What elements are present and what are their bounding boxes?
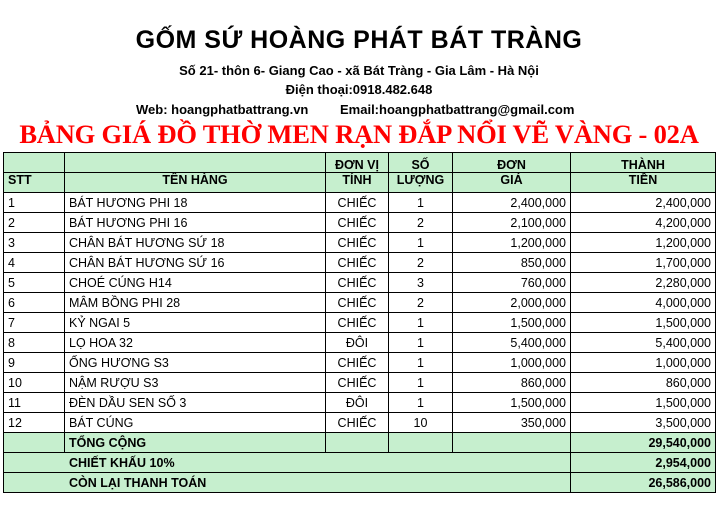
- cell-quantity: 1: [389, 313, 453, 333]
- cell-line-total: 1,000,000: [571, 353, 716, 373]
- summary-cell: [4, 433, 65, 453]
- summary-remaining-label: CÒN LẠI THANH TOÁN: [4, 473, 571, 493]
- cell-stt: 10: [4, 373, 65, 393]
- summary-remaining-row: [4, 473, 716, 493]
- cell-stt: 4: [4, 253, 65, 273]
- cell-unit: CHIẾC: [326, 193, 389, 213]
- cell-product-name: CHÂN BÁT HƯƠNG SỨ 16: [65, 253, 326, 273]
- price-list-title: BẢNG GIÁ ĐỒ THỜ MEN RẠN ĐẮP NỔI VẼ VÀNG - 02A: [19, 119, 699, 149]
- table-row: [4, 253, 716, 273]
- cell-product-name: LỌ HOA 32: [65, 333, 326, 353]
- cell-stt: 5: [4, 273, 65, 293]
- summary-total-label: TỔNG CỘNG: [65, 433, 326, 453]
- cell-stt: 12: [4, 413, 65, 433]
- column-header-stt: STT: [4, 173, 65, 193]
- cell-unit-price: 2,400,000: [453, 193, 571, 213]
- cell-quantity: 2: [389, 293, 453, 313]
- cell-unit-price: 1,500,000: [453, 313, 571, 333]
- summary-cell: [453, 433, 571, 453]
- column-header-price-line2: GIÁ: [453, 173, 571, 193]
- cell-unit-price: 5,400,000: [453, 333, 571, 353]
- cell-quantity: 2: [389, 253, 453, 273]
- summary-discount-value: 2,954,000: [571, 453, 716, 473]
- table-summary: [4, 433, 716, 493]
- table-row: [4, 353, 716, 373]
- column-header-unit: ĐƠN VỊ: [326, 153, 389, 173]
- table-row: [4, 273, 716, 293]
- cell-line-total: 1,200,000: [571, 233, 716, 253]
- cell-line-total: 2,400,000: [571, 193, 716, 213]
- company-email: Email:hoangphatbattrang@gmail.com: [340, 102, 575, 117]
- cell-quantity: 2: [389, 213, 453, 233]
- cell-unit-price: 2,100,000: [453, 213, 571, 233]
- cell-stt: 6: [4, 293, 65, 313]
- cell-unit: CHIẾC: [326, 413, 389, 433]
- company-phone: Điện thoại:0918.482.648: [285, 82, 433, 97]
- table-row: [4, 313, 716, 333]
- cell-product-name: BÁT HƯƠNG PHI 16: [65, 213, 326, 233]
- cell-line-total: 2,280,000: [571, 273, 716, 293]
- cell-stt: 11: [4, 393, 65, 413]
- cell-unit-price: 1,500,000: [453, 393, 571, 413]
- cell-line-total: 860,000: [571, 373, 716, 393]
- table-row: [4, 293, 716, 313]
- price-table: [3, 152, 716, 493]
- column-header-total: THÀNH: [571, 153, 716, 173]
- summary-cell: [326, 433, 389, 453]
- cell-unit-price: 860,000: [453, 373, 571, 393]
- cell-quantity: 1: [389, 193, 453, 213]
- cell-unit-price: 350,000: [453, 413, 571, 433]
- table-body: [4, 193, 716, 433]
- summary-total-value: 29,540,000: [571, 433, 716, 453]
- cell-unit-price: 760,000: [453, 273, 571, 293]
- column-header-qty-line2: LƯỢNG: [389, 173, 453, 193]
- table-row: [4, 233, 716, 253]
- cell-unit-price: 2,000,000: [453, 293, 571, 313]
- cell-quantity: 1: [389, 393, 453, 413]
- cell-quantity: 1: [389, 333, 453, 353]
- column-header-name-top: [65, 153, 326, 173]
- column-header-total-line2: TIỀN: [571, 173, 716, 193]
- cell-unit: ĐÔI: [326, 333, 389, 353]
- company-website: Web: hoangphatbattrang.vn: [136, 102, 309, 117]
- column-header-price: ĐƠN: [453, 153, 571, 173]
- cell-unit: CHIẾC: [326, 253, 389, 273]
- cell-quantity: 1: [389, 353, 453, 373]
- cell-stt: 3: [4, 233, 65, 253]
- cell-product-name: KỶ NGAI 5: [65, 313, 326, 333]
- cell-product-name: ĐÈN DẦU SEN SỐ 3: [65, 393, 326, 413]
- column-header-unit-line2: TÍNH: [326, 173, 389, 193]
- column-header-qty: SỐ: [389, 153, 453, 173]
- cell-unit: CHIẾC: [326, 293, 389, 313]
- column-header-name: TÊN HÀNG: [65, 173, 326, 193]
- summary-cell: [389, 433, 453, 453]
- cell-stt: 7: [4, 313, 65, 333]
- cell-quantity: 1: [389, 233, 453, 253]
- table-header-row-2: [4, 173, 716, 193]
- table-row: [4, 333, 716, 353]
- company-address: Số 21- thôn 6- Giang Cao - xã Bát Tràng - Gia Lâm - Hà Nội: [179, 63, 539, 78]
- cell-product-name: ỐNG HƯƠNG S3: [65, 353, 326, 373]
- cell-unit-price: 1,000,000: [453, 353, 571, 373]
- table-row: [4, 393, 716, 413]
- cell-line-total: 1,500,000: [571, 313, 716, 333]
- cell-quantity: 10: [389, 413, 453, 433]
- cell-line-total: 4,000,000: [571, 293, 716, 313]
- table-row: [4, 373, 716, 393]
- cell-quantity: 3: [389, 273, 453, 293]
- cell-unit: ĐÔI: [326, 393, 389, 413]
- cell-line-total: 4,200,000: [571, 213, 716, 233]
- cell-line-total: 1,700,000: [571, 253, 716, 273]
- cell-unit: CHIẾC: [326, 313, 389, 333]
- cell-product-name: BÁT CÚNG: [65, 413, 326, 433]
- cell-line-total: 3,500,000: [571, 413, 716, 433]
- summary-remaining-value: 26,586,000: [571, 473, 716, 493]
- cell-unit-price: 850,000: [453, 253, 571, 273]
- cell-line-total: 5,400,000: [571, 333, 716, 353]
- table-row: [4, 213, 716, 233]
- cell-quantity: 1: [389, 373, 453, 393]
- table-row: [4, 193, 716, 213]
- column-header-stt-top: [4, 153, 65, 173]
- cell-product-name: MÂM BỒNG PHI 28: [65, 293, 326, 313]
- cell-unit: CHIẾC: [326, 233, 389, 253]
- cell-unit: CHIẾC: [326, 353, 389, 373]
- cell-unit: CHIẾC: [326, 213, 389, 233]
- cell-product-name: CHÂN BÁT HƯƠNG SỨ 18: [65, 233, 326, 253]
- cell-stt: 9: [4, 353, 65, 373]
- table-row: [4, 413, 716, 433]
- cell-line-total: 1,500,000: [571, 393, 716, 413]
- cell-unit-price: 1,200,000: [453, 233, 571, 253]
- table-header-row-1: [4, 153, 716, 173]
- cell-unit: CHIẾC: [326, 273, 389, 293]
- cell-stt: 2: [4, 213, 65, 233]
- cell-unit: CHIẾC: [326, 373, 389, 393]
- company-name: GỐM SỨ HOÀNG PHÁT BÁT TRÀNG: [135, 26, 583, 54]
- cell-stt: 1: [4, 193, 65, 213]
- summary-discount-label: CHIẾT KHẤU 10%: [4, 453, 571, 473]
- summary-discount-row: [4, 453, 716, 473]
- cell-product-name: BÁT HƯƠNG PHI 18: [65, 193, 326, 213]
- cell-product-name: CHOÉ CÚNG H14: [65, 273, 326, 293]
- cell-product-name: NẬM RƯỢU S3: [65, 373, 326, 393]
- cell-stt: 8: [4, 333, 65, 353]
- summary-total-row: [4, 433, 716, 453]
